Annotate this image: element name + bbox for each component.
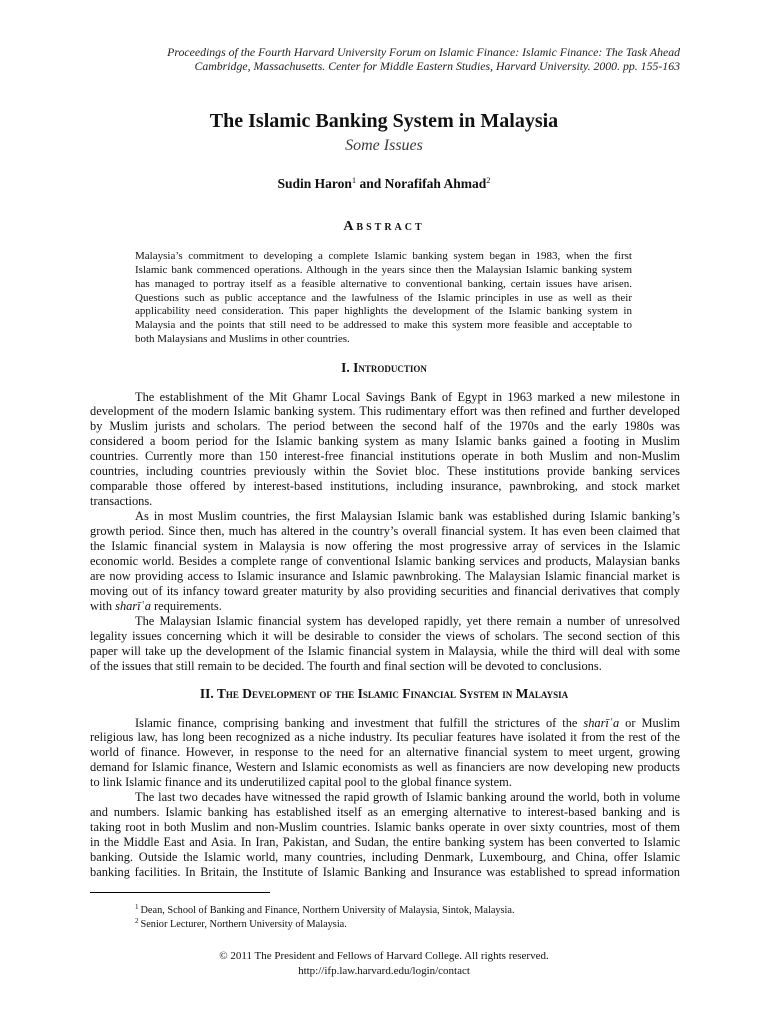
body-line: comparable those offered by interest-based institutions, including insurance, pawnbroking, and stock market	[90, 479, 680, 494]
footnote-mark: 2	[135, 916, 139, 925]
paragraph	[90, 716, 680, 791]
footnote-text: Senior Lecturer, Northern University of Malaysia.	[140, 918, 347, 930]
body-line: countries. Currently more than 150 interest-free financial institutions operate in both Muslim and non-Muslim	[90, 449, 680, 464]
body-line: banking. Outside the Islamic world, many countries, including Denmark, Luxembourg, and China, offer Islamic	[90, 850, 680, 865]
body-line: are now providing access to Islamic insurance and Islamic pawnbroking. The Malaysian Islamic financial market is	[90, 568, 680, 583]
body-line: world of finance. However, in response to the need for an alternative financial system to meet urgent, growing	[90, 745, 680, 760]
body-line: by Muslim jurists and scholars. The period between the second half of the 1970s and the early 1980s was	[90, 419, 680, 434]
author-line	[0, 175, 768, 194]
body-line: and numbers. Islamic banking has established itself as an emerging alternative to interest-based banking and is	[90, 805, 680, 820]
abstract-line: Malaysia and the points that still need to be addressed to make this system more feasible and acceptable to	[135, 319, 632, 332]
italic-term: sharīʿa	[583, 715, 620, 730]
copyright-notice: © 2011 The President and Fellows of Harvard College. All rights reserved.	[219, 949, 549, 962]
body-text: with	[90, 598, 116, 613]
footnote-mark: 1	[135, 902, 139, 911]
body-text: or Muslim	[619, 715, 680, 730]
footnote-ref: 1	[351, 175, 357, 185]
paper-title: The Islamic Banking System in Malaysia	[209, 110, 559, 132]
body-text: requirements.	[150, 598, 222, 613]
footnotes	[135, 904, 680, 932]
body-line: economic world. Besides a complete range of conventional Islamic banking services and products, Malaysian banks	[90, 553, 680, 568]
body-line: legality issues concerning which it will be desirable to consider the views of scholars. The second section of this	[90, 628, 680, 643]
running-header-line: Proceedings of the Fourth Harvard University Forum on Islamic Finance: Islamic Finance: The Task Ahead	[167, 45, 680, 59]
paragraph	[90, 390, 680, 510]
body-line: paper will take up the development of the Islamic financial system in Malaysia, while the third will deal with some	[90, 643, 680, 658]
body-line: to link Islamic finance and its underutilized capital pool to the global finance system.	[90, 775, 512, 790]
body-line: of the issues that still remain to be decided. The fourth and final section will be devoted to conclusions.	[90, 658, 602, 673]
body-line	[90, 716, 680, 731]
footnote-ref: 2	[486, 175, 491, 185]
body-line: As in most Muslim countries, the first Malaysian Islamic bank was established during Islamic banking’s	[135, 509, 680, 524]
paragraph	[90, 509, 680, 614]
section-heading: II. The Development of the Islamic Financial System in Malaysia	[199, 686, 569, 701]
abstract-line: Questions such as public acceptance and the lawfulness of the Islamic principles in use as well as their	[135, 291, 632, 304]
italic-term: sharīʿa	[115, 598, 151, 613]
body-text: Islamic finance, comprising banking and investment that fulfill the strictures of the	[135, 715, 584, 730]
section-body	[90, 390, 680, 674]
body-line: demand for Islamic finance, Western and Islamic economists as well as financiers are now developing new products	[90, 760, 680, 775]
body-line: development of the modern Islamic banking system. This rudimentary effort was then refined and further developed	[90, 404, 680, 419]
body-line: in the Middle East and Asia. In Iran, Pakistan, and Sudan, the entire banking system has been converted to Islamic	[90, 835, 680, 850]
abstract-line: both Malaysians and Muslims in other countries.	[135, 333, 350, 346]
body-line: The last two decades have witnessed the rapid growth of Islamic banking around the world, both in volume	[135, 790, 680, 805]
body-line: countries, including countries previously within the Soviet bloc. These institutions provide banking services	[90, 464, 680, 479]
body-line: growth period. Since then, much has altered in the country’s overall financial system. It has even been claimed that	[90, 524, 680, 539]
contact-url: http://ifp.law.harvard.edu/login/contact	[298, 964, 470, 977]
body-line: considered a boom period for the Islamic banking system as many Islamic banks gained a footing in Muslim	[90, 434, 680, 449]
abstract-line: Malaysia’s commitment to developing a complete Islamic banking system began in 1983, when the first	[135, 250, 632, 262]
paragraph	[90, 790, 680, 880]
author-name: Sudin Haron	[277, 176, 352, 191]
body-line: moving out of its infancy toward greater maturity by also providing securities and financial derivatives that comply	[90, 583, 680, 598]
footnote	[135, 904, 680, 918]
author-separator: and	[356, 176, 385, 191]
body-line: The establishment of the Mit Ghamr Local Savings Bank of Egypt in 1963 marked a new milestone in	[135, 389, 680, 404]
footnote-rule	[90, 892, 270, 893]
abstract-line: has managed to portray itself as a feasible alternative to conventional banking, certain issues have arisen.	[135, 277, 632, 290]
page-footer	[0, 949, 768, 979]
body-line: taking root in both Muslim and non-Muslim countries. Islamic banks operate in over sixty countries, most of them	[90, 820, 680, 835]
body-line	[90, 599, 680, 614]
paragraph	[90, 614, 680, 674]
abstract-heading: Abstract	[343, 219, 425, 234]
section-body	[90, 716, 680, 880]
body-line: The Malaysian Islamic financial system has developed rapidly, yet there remain a number of unresolved	[135, 613, 680, 628]
running-header-line: Cambridge, Massachusetts. Center for Middle Eastern Studies, Harvard University. 2000. pp. 155-163	[194, 59, 680, 73]
abstract-line: Islamic bank commenced operations. Although in the years since then the Malaysian Islamic banking system	[135, 263, 632, 276]
abstract-line: applicability need consideration. This paper highlights the development of the Islamic banking system in	[135, 305, 632, 318]
body-line: transactions.	[90, 494, 153, 509]
section-heading: I. Introduction	[341, 360, 427, 375]
paper-subtitle: Some Issues	[345, 137, 423, 154]
body-line: banking facilities. In Britain, the Institute of Islamic Banking and Insurance was established to spread information	[90, 865, 680, 880]
body-line: the Islamic financial system in Malaysia is now offering the most progressive array of services in the Islamic	[90, 539, 680, 554]
author-name: Norafifah Ahmad	[384, 176, 487, 191]
footnote-text: Dean, School of Banking and Finance, Northern University of Malaysia, Sintok, Malaysia.	[140, 904, 515, 916]
running-header	[60, 45, 680, 73]
abstract-body	[135, 250, 632, 347]
body-line: religious law, has long been recognized as a niche industry. Its peculiar features have isolated it from the rest of the	[90, 730, 680, 745]
footnote	[135, 918, 680, 932]
